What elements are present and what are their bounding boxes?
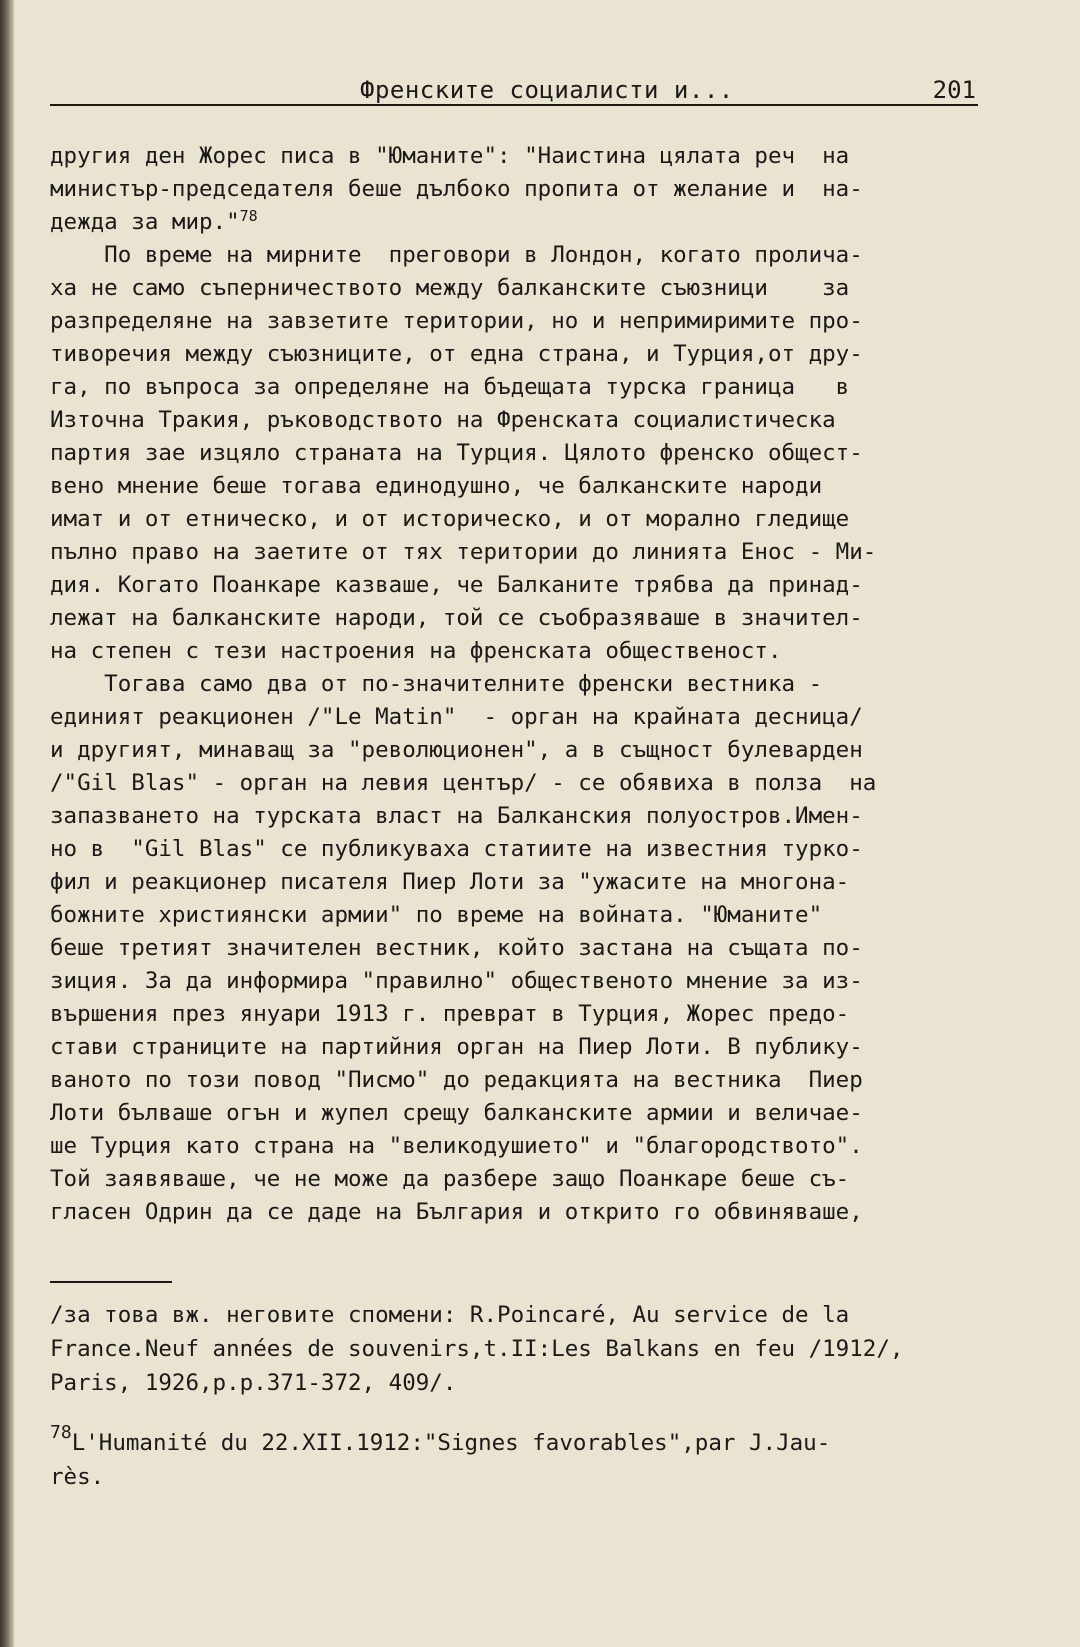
footnotes [50, 1298, 990, 1494]
footnote-number: 78 [50, 1422, 72, 1443]
text-line: имат и от етническо, и от историческо, и от морално гледище [50, 506, 850, 532]
text-line: на степен с тези настроения на френската общественост. [50, 638, 782, 664]
text-line: Той заявяваше, че не може да разбере защо Поанкаре беше съ- [50, 1166, 850, 1192]
text-line: божните християнски армии" по време на войната. "Юманите" [50, 902, 823, 928]
text-line: беше третият значителен вестник, който застана на същата по- [50, 935, 863, 961]
book-spine-shadow [0, 0, 14, 1647]
text-line-content: дежда за мир." [50, 209, 240, 235]
text-line: тиворечия между съюзниците, от една страна, и Турция,от дру- [50, 341, 863, 367]
text-line: ха не само съперничеството между балканските съюзници за [50, 275, 850, 301]
footnote-text: L'Humanité du 22.XII.1912:"Signes favorables",par J.Jau- [71, 1430, 831, 1456]
page-number: 201 [932, 76, 976, 104]
text-line [50, 206, 990, 239]
footnote-line: rès. [50, 1464, 105, 1490]
footnote-reference: 78 [239, 207, 258, 225]
footnote-line: Paris, 1926,p.p.371-372, 409/. [50, 1370, 457, 1396]
text-line: но в "Gil Blas" се публикуваха статиите на известния турко- [50, 836, 863, 862]
text-line: фил и реакционер писателя Пиер Лоти за "ужасите на многона- [50, 869, 850, 895]
text-line: вършения през януари 1913 г. преврат в Турция, Жорес предо- [50, 1001, 850, 1027]
text-line: дия. Когато Поанкаре казваше, че Балканите трябва да принад- [50, 572, 863, 598]
text-line: ше Турция като страна на "великодушието" и "благородството". [50, 1133, 863, 1159]
text-line: пълно право на заетите от тях територии до линията Енос - Ми- [50, 539, 877, 565]
book-page [50, 0, 990, 1647]
text-line: Източна Тракия, ръководството на Френската социалистическа [50, 407, 836, 433]
text-line: гласен Одрин да се даде на България и открито го обвиняваше, [50, 1199, 863, 1225]
text-line: лежат на балканските народи, той се съобразяваше в значител- [50, 605, 863, 631]
footnote-line: /за това вж. неговите спомени: R.Poincaré, Au service de la [50, 1302, 850, 1328]
text-line: По време на мирните преговори в Лондон, когато пролича- [50, 242, 863, 268]
text-line: стави страниците на партийния орган на Пиер Лоти. В публику- [50, 1034, 863, 1060]
text-line: зиция. За да информира "правилно" общественото мнение за из- [50, 968, 863, 994]
text-line: /"Gil Blas" - орган на левия център/ - се обявиха в полза на [50, 770, 877, 796]
footnote-spacer [50, 1400, 990, 1426]
text-line: и другият, минаващ за "революционен", а в същност булеварден [50, 737, 863, 763]
text-line: ваното по този повод "Писмо" до редакцията на вестника Пиер [50, 1067, 863, 1093]
running-header [50, 70, 978, 106]
running-title: Френските социалисти и... [360, 76, 734, 104]
text-line: единият реакционен /"Le Matin" - орган на крайната десница/ [50, 704, 863, 730]
text-line: партия зае изцяло страната на Турция. Цялото френско общест- [50, 440, 863, 466]
text-line: га, по въпроса за определяне на бъдещата турска граница в [50, 374, 850, 400]
text-line: запазването на турската власт на Балканския полуостров.Имен- [50, 803, 863, 829]
footnote-78 [50, 1422, 990, 1460]
text-line: Лоти бълваше огън и жупел срещу балканските армии и величае- [50, 1100, 863, 1126]
footnote-line: France.Neuf années de souvenirs,t.II:Les Balkans en feu /1912/, [50, 1336, 904, 1362]
text-line: вено мнение беше тогава единодушно, че балканските народи [50, 473, 823, 499]
text-line: разпределяне на завзетите територии, но и непримиримите про- [50, 308, 863, 334]
footnote-separator [50, 1281, 172, 1283]
text-line: другия ден Жорес писа в "Юманите": "Наистина цялата реч на [50, 143, 850, 169]
text-line: Тогава само два от по-значителните френски вестника - [50, 671, 823, 697]
text-line: министър-председателя беше дълбоко пропита от желание и на- [50, 176, 863, 202]
main-text [50, 140, 990, 1229]
